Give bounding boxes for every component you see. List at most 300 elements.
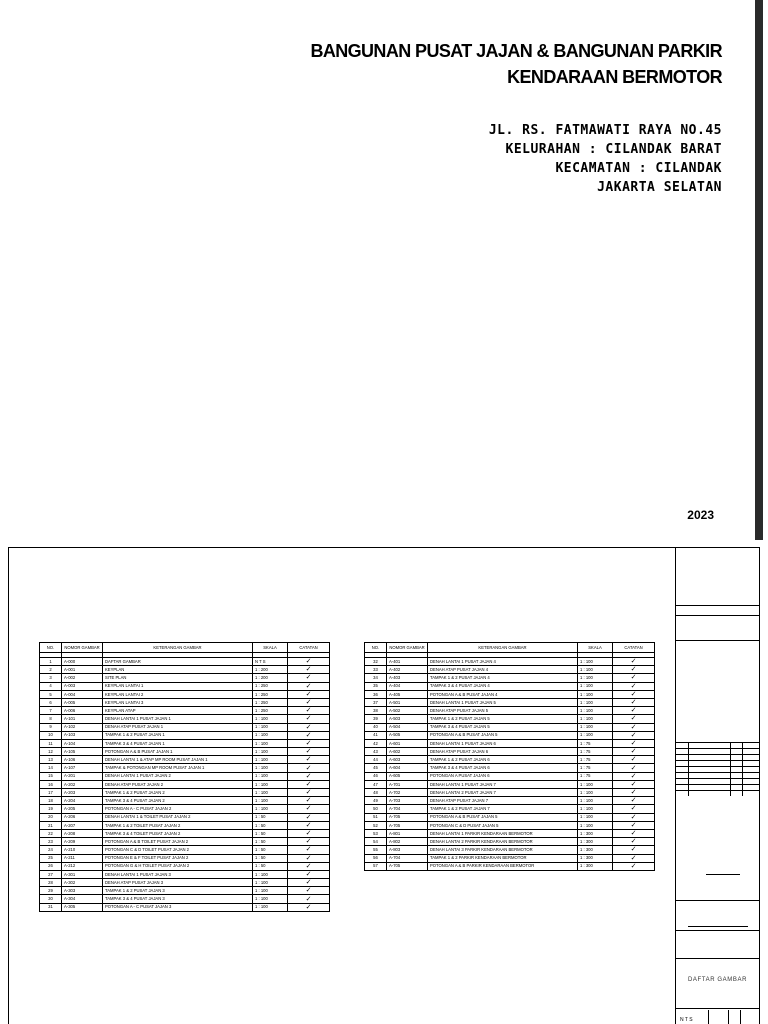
cell-scale: 1 : 100 [578, 658, 613, 666]
cell-no: 40 [365, 723, 387, 731]
cell-drawing-number: A-604 [387, 764, 428, 772]
check-icon: ✓ [288, 658, 330, 666]
check-icon: ✓ [613, 731, 655, 739]
check-icon: ✓ [613, 690, 655, 698]
check-icon: ✓ [613, 698, 655, 706]
cell-no: 47 [365, 780, 387, 788]
table-row [40, 715, 330, 723]
cell-drawing-number: A-003 [62, 682, 103, 690]
check-icon: ✓ [288, 666, 330, 674]
cell-drawing-number: A-504 [387, 723, 428, 731]
cell-no: 46 [365, 772, 387, 780]
cell-scale: 1 : 100 [253, 887, 288, 895]
cell-drawing-number: A-403 [387, 674, 428, 682]
cell-no: 9 [40, 723, 62, 731]
cell-no: 57 [365, 862, 387, 870]
table-row [40, 772, 330, 780]
check-icon: ✓ [288, 731, 330, 739]
cell-drawing-number: A-210 [62, 846, 103, 854]
cell-description: TAMPAK 1 & 2 PUSAT JAJAN 3 [103, 887, 253, 895]
cell-drawing-number: A-102 [62, 723, 103, 731]
cell-drawing-number: A-703 [387, 797, 428, 805]
cell-drawing-number: A-101 [62, 715, 103, 723]
cell-no: 49 [365, 797, 387, 805]
cell-no: 36 [365, 690, 387, 698]
check-icon: ✓ [288, 715, 330, 723]
cell-drawing-number: A-204 [62, 797, 103, 805]
check-icon: ✓ [288, 682, 330, 690]
cell-no: 27 [40, 870, 62, 878]
cell-description: DENAH LANTAI 1 PUSAT JAJAN 3 [103, 870, 253, 878]
cell-description: POTONGAN A - C PUSAT JAJAN 2 [103, 805, 253, 813]
check-icon: ✓ [613, 723, 655, 731]
table-row [40, 862, 330, 870]
cell-scale: 1 : 100 [578, 731, 613, 739]
check-icon: ✓ [288, 829, 330, 837]
page-edge-bar [755, 0, 763, 540]
cell-description: DENAH LANTAI 1 PUSAT JAJAN 6 [428, 739, 578, 747]
check-icon: ✓ [613, 813, 655, 821]
cell-scale: 1 : 300 [578, 862, 613, 870]
cell-drawing-number: A-705 [387, 862, 428, 870]
col-header-code: NOMOR GAMBAR [387, 643, 428, 653]
table-row [40, 903, 330, 911]
table-row [365, 813, 655, 821]
cell-scale: 1 : 100 [578, 690, 613, 698]
cell-no: 52 [365, 821, 387, 829]
cell-scale: 1 : 75 [578, 772, 613, 780]
check-icon: ✓ [288, 739, 330, 747]
cell-scale: 1 : 100 [578, 805, 613, 813]
cell-no: 19 [40, 805, 62, 813]
cell-no: 41 [365, 731, 387, 739]
project-year: 2023 [687, 508, 714, 522]
cell-description: TAMPAK 1 & 2 PUSAT JAJAN 7 [428, 805, 578, 813]
title-block-rule [676, 640, 759, 641]
cell-drawing-number: A-404 [387, 682, 428, 690]
cell-no: 35 [365, 682, 387, 690]
check-icon: ✓ [613, 658, 655, 666]
cell-description: KEYPLAN [103, 666, 253, 674]
cell-drawing-number: A-201 [62, 772, 103, 780]
cell-drawing-number: A-205 [62, 805, 103, 813]
table-row [40, 658, 330, 666]
table-row [365, 846, 655, 854]
check-icon: ✓ [613, 682, 655, 690]
cell-no: 44 [365, 756, 387, 764]
cell-scale: 1 : 75 [578, 748, 613, 756]
check-icon: ✓ [613, 707, 655, 715]
cell-drawing-number: A-107 [62, 764, 103, 772]
table-row [40, 690, 330, 698]
table-row [40, 748, 330, 756]
cell-no: 26 [40, 862, 62, 870]
table-row [40, 723, 330, 731]
cell-drawing-number: A-402 [387, 666, 428, 674]
cell-no: 45 [365, 764, 387, 772]
cell-drawing-number: A-405 [387, 690, 428, 698]
table-row [40, 707, 330, 715]
cell-no: 6 [40, 698, 62, 706]
cell-drawing-number: A-001 [62, 666, 103, 674]
table-row [365, 674, 655, 682]
cell-description: POTONGAN A & B PUSAT JAJAN 1 [103, 748, 253, 756]
cell-description: POTONGAN A & B PARKIR KENDARAAN BERMOTOR [428, 862, 578, 870]
cell-scale: 1 : 75 [578, 739, 613, 747]
title-block-tick [740, 1010, 741, 1024]
check-icon: ✓ [613, 821, 655, 829]
check-icon: ✓ [288, 870, 330, 878]
cell-description: DENAH LANTAI 1 PARKIR KENDARAAN BERMOTOR [428, 829, 578, 837]
table-header-row [40, 643, 330, 653]
cell-description: DENAH ATAP PUSAT JAJAN 7 [428, 797, 578, 805]
table-row [365, 682, 655, 690]
check-icon: ✓ [288, 780, 330, 788]
cell-description: TAMPAK 3 & 4 PUSAT JAJAN 1 [103, 739, 253, 747]
table-row [40, 682, 330, 690]
table-row [40, 829, 330, 837]
revision-grid [676, 742, 759, 796]
cell-scale: 1 : 100 [253, 870, 288, 878]
col-header-no: NO. [365, 643, 387, 653]
table-row [365, 666, 655, 674]
cell-scale: 1 : 250 [253, 682, 288, 690]
table-row [40, 666, 330, 674]
cell-no: 1 [40, 658, 62, 666]
title-block-rule [676, 615, 759, 616]
cell-scale: 1 : 100 [578, 821, 613, 829]
cell-description: POTONGAN E & F TOILET PUSAT JAJAN 2 [103, 854, 253, 862]
check-icon: ✓ [288, 707, 330, 715]
cell-no: 24 [40, 846, 62, 854]
check-icon: ✓ [288, 756, 330, 764]
cell-description: KEYPLAN LANTAI 2 [103, 690, 253, 698]
col-header-note: CATATAN [288, 643, 330, 653]
cell-no: 31 [40, 903, 62, 911]
title-block-rule [676, 958, 759, 959]
table-row [40, 821, 330, 829]
cell-description: TAMPAK 1 & 2 PARKIR KENDARAAN BERMOTOR [428, 854, 578, 862]
check-icon: ✓ [288, 846, 330, 854]
cell-drawing-number: A-704 [387, 805, 428, 813]
cell-description: DENAH LANTAI 2 PUSAT JAJAN 7 [428, 789, 578, 797]
table-row [365, 821, 655, 829]
cell-no: 42 [365, 739, 387, 747]
cell-description: DENAH ATAP PUSAT JAJAN 5 [428, 707, 578, 715]
cell-no: 34 [365, 674, 387, 682]
cell-no: 43 [365, 748, 387, 756]
cell-drawing-number: A-304 [62, 895, 103, 903]
cell-scale: 1 : 250 [253, 707, 288, 715]
check-icon: ✓ [288, 854, 330, 862]
check-icon: ✓ [288, 838, 330, 846]
cell-description: POTONGAN A & B PUSAT JAJAN 4 [428, 690, 578, 698]
check-icon: ✓ [288, 879, 330, 887]
project-title [310, 38, 722, 90]
cell-description: POTONGAN A & B TOILET PUSAT JAJAN 2 [103, 838, 253, 846]
cell-drawing-number: A-801 [387, 829, 428, 837]
cell-scale: 1 : 250 [253, 690, 288, 698]
cell-scale: 1 : 50 [253, 821, 288, 829]
cell-scale: 1 : 50 [253, 846, 288, 854]
cell-scale: 1 : 100 [253, 780, 288, 788]
check-icon: ✓ [613, 789, 655, 797]
cell-drawing-number: A-103 [62, 731, 103, 739]
table-row [40, 797, 330, 805]
cell-no: 29 [40, 887, 62, 895]
address-line-3: KECAMATAN : CILANDAK [555, 161, 722, 176]
cell-no: 15 [40, 772, 62, 780]
cell-description: TAMPAK 1 & 2 PUSAT JAJAN 2 [103, 789, 253, 797]
check-icon: ✓ [613, 862, 655, 870]
cell-scale: 1 : 100 [253, 723, 288, 731]
title-block-tick [728, 1010, 729, 1024]
cell-description: DENAH LANTAI 1 & ATAP MP ROOM PUSAT JAJAN 1 [103, 756, 253, 764]
check-icon: ✓ [288, 813, 330, 821]
cell-description: TAMPAK 3 & 4 PUSAT JAJAN 4 [428, 682, 578, 690]
cell-scale: 1 : 300 [578, 854, 613, 862]
cell-description: POTONGAN A & B PUSAT JAJAN 5 [428, 813, 578, 821]
cell-no: 10 [40, 731, 62, 739]
cell-drawing-number: A-006 [62, 707, 103, 715]
cell-no: 2 [40, 666, 62, 674]
cell-no: 11 [40, 739, 62, 747]
table-row [40, 846, 330, 854]
table-row [365, 854, 655, 862]
address-line-1: JL. RS. FATMAWATI RAYA NO.45 [488, 123, 722, 138]
cell-description: DENAH LANTAI 1 PUSAT JAJAN 4 [428, 658, 578, 666]
cell-drawing-number: A-803 [387, 846, 428, 854]
cell-drawing-number: A-705 [387, 821, 428, 829]
cell-no: 17 [40, 789, 62, 797]
cell-scale: 1 : 250 [253, 698, 288, 706]
table-row [365, 715, 655, 723]
address-line-4: JAKARTA SELATAN [597, 180, 722, 195]
cell-scale: 1 : 100 [578, 698, 613, 706]
table-row [40, 731, 330, 739]
cell-scale: 1 : 200 [253, 674, 288, 682]
cell-no: 20 [40, 813, 62, 821]
cell-drawing-number: A-501 [387, 698, 428, 706]
cell-scale: 1 : 100 [578, 789, 613, 797]
check-icon: ✓ [288, 723, 330, 731]
check-icon: ✓ [613, 846, 655, 854]
table-row [365, 731, 655, 739]
table-row [40, 756, 330, 764]
check-icon: ✓ [288, 690, 330, 698]
cell-scale: 1 : 300 [578, 829, 613, 837]
check-icon: ✓ [288, 887, 330, 895]
cell-no: 51 [365, 813, 387, 821]
cell-description: POTONGAN C & D PUSAT JAJAN 5 [428, 821, 578, 829]
table-row [40, 780, 330, 788]
col-header-desc: KETERANGAN GAMBAR [428, 643, 578, 653]
title-block-rule [676, 900, 759, 901]
cell-description: KEYPLAN LANTAI 3 [103, 698, 253, 706]
cell-scale: 1 : 100 [578, 723, 613, 731]
cell-no: 18 [40, 797, 62, 805]
col-header-note: CATATAN [613, 643, 655, 653]
cell-no: 30 [40, 895, 62, 903]
cell-drawing-number: A-705 [387, 813, 428, 821]
title-block-rule [676, 930, 759, 931]
cell-description: DENAH LANTAI 1 & TOILET PUSAT JAJAN 2 [103, 813, 253, 821]
cell-description: POTONGAN C & D TOILET PUSAT JAJAN 2 [103, 846, 253, 854]
cell-description: POTONGAN A - C PUSAT JAJAN 3 [103, 903, 253, 911]
cell-description: TAMPAK 1 & 2 PUSAT JAJAN 6 [428, 756, 578, 764]
cell-no: 14 [40, 764, 62, 772]
cell-no: 22 [40, 829, 62, 837]
cell-description: DENAH LANTAI 1 PUSAT JAJAN 7 [428, 780, 578, 788]
check-icon: ✓ [613, 764, 655, 772]
check-icon: ✓ [288, 674, 330, 682]
table-row [40, 764, 330, 772]
cell-scale: 1 : 100 [253, 805, 288, 813]
cell-no: 4 [40, 682, 62, 690]
drawing-list-table-left [39, 642, 330, 912]
cell-description: DENAH LANTAI 1 PUSAT JAJAN 5 [428, 698, 578, 706]
check-icon: ✓ [288, 862, 330, 870]
cell-drawing-number: A-802 [387, 838, 428, 846]
cell-scale: 1 : 100 [253, 895, 288, 903]
table-header-row [365, 643, 655, 653]
cell-scale: 1 : 50 [253, 854, 288, 862]
nts-label: N T S [680, 1017, 693, 1023]
cell-drawing-number: A-505 [387, 731, 428, 739]
check-icon: ✓ [288, 805, 330, 813]
cell-no: 8 [40, 715, 62, 723]
cell-drawing-number: A-203 [62, 789, 103, 797]
table-row [365, 805, 655, 813]
cell-scale: 1 : 100 [253, 731, 288, 739]
check-icon: ✓ [613, 739, 655, 747]
table-row [40, 879, 330, 887]
table-row [40, 739, 330, 747]
table-row [365, 862, 655, 870]
cell-description: KEYPLAN LANTAI 1 [103, 682, 253, 690]
table-row [40, 895, 330, 903]
check-icon: ✓ [613, 715, 655, 723]
cell-drawing-number: A-503 [387, 715, 428, 723]
cell-drawing-number: A-209 [62, 838, 103, 846]
check-icon: ✓ [288, 895, 330, 903]
cell-no: 37 [365, 698, 387, 706]
table-row [365, 789, 655, 797]
cell-no: 16 [40, 780, 62, 788]
table-row [365, 698, 655, 706]
cell-scale: 1 : 75 [578, 764, 613, 772]
cell-drawing-number: A-105 [62, 748, 103, 756]
check-icon: ✓ [613, 805, 655, 813]
cell-scale: 1 : 100 [253, 756, 288, 764]
check-icon: ✓ [613, 838, 655, 846]
table-row [365, 829, 655, 837]
cell-description: KEYPLAN ATAP [103, 707, 253, 715]
cell-scale: 1 : 100 [578, 715, 613, 723]
check-icon: ✓ [613, 666, 655, 674]
cell-no: 56 [365, 854, 387, 862]
check-icon: ✓ [613, 674, 655, 682]
cell-drawing-number: A-502 [387, 707, 428, 715]
cell-description: DENAH LANTAI 1 PUSAT JAJAN 2 [103, 772, 253, 780]
cell-description: SITE PLAN [103, 674, 253, 682]
check-icon: ✓ [288, 764, 330, 772]
cell-drawing-number: A-000 [62, 658, 103, 666]
col-header-scale: SKALA [253, 643, 288, 653]
cell-no: 53 [365, 829, 387, 837]
cell-no: 25 [40, 854, 62, 862]
cell-description: TAMPAK & POTONGAN MP ROOM PUSAT JAJAN 1 [103, 764, 253, 772]
address-line-2: KELURAHAN : CILANDAK BARAT [505, 142, 722, 157]
table-row [365, 739, 655, 747]
cell-scale: 1 : 100 [578, 666, 613, 674]
signature-line [706, 874, 740, 875]
table-row [40, 838, 330, 846]
cell-description: DENAH ATAP PUSAT JAJAN 2 [103, 780, 253, 788]
cell-description: POTONGAN A PUSAT JAJAN 6 [428, 772, 578, 780]
check-icon: ✓ [288, 903, 330, 911]
sheet-label: DAFTAR GAMBAR [687, 977, 748, 983]
check-icon: ✓ [613, 797, 655, 805]
table-row [40, 813, 330, 821]
cell-description: TAMPAK 3 & 4 PUSAT JAJAN 5 [428, 723, 578, 731]
cell-description: POTONGAN G & H TOILET PUSAT JAJAN 2 [103, 862, 253, 870]
cell-scale: N T S [253, 658, 288, 666]
cell-drawing-number: A-701 [387, 780, 428, 788]
table-row [365, 838, 655, 846]
cell-description: TAMPAK 3 & 4 TOILET PUSAT JAJAN 2 [103, 829, 253, 837]
col-header-code: NOMOR GAMBAR [62, 643, 103, 653]
cell-scale: 1 : 100 [253, 797, 288, 805]
cell-scale: 1 : 100 [578, 707, 613, 715]
cell-drawing-number: A-206 [62, 813, 103, 821]
cell-drawing-number: A-002 [62, 674, 103, 682]
cell-scale: 1 : 100 [578, 674, 613, 682]
cell-scale: 1 : 75 [578, 756, 613, 764]
table-row [40, 854, 330, 862]
cell-description: TAMPAK 3 & 4 PUSAT JAJAN 3 [103, 895, 253, 903]
check-icon: ✓ [288, 821, 330, 829]
cell-drawing-number: A-207 [62, 821, 103, 829]
cell-no: 38 [365, 707, 387, 715]
cell-scale: 1 : 50 [253, 838, 288, 846]
cell-description: DENAH LANTAI 1 PUSAT JAJAN 1 [103, 715, 253, 723]
cell-no: 3 [40, 674, 62, 682]
cell-scale: 1 : 100 [578, 813, 613, 821]
cell-no: 13 [40, 756, 62, 764]
check-icon: ✓ [613, 756, 655, 764]
cell-no: 28 [40, 879, 62, 887]
cell-description: TAMPAK 1 & 2 PUSAT JAJAN 4 [428, 674, 578, 682]
table-row [365, 756, 655, 764]
cell-drawing-number: A-106 [62, 756, 103, 764]
cell-drawing-number: A-601 [387, 739, 428, 747]
cell-no: 23 [40, 838, 62, 846]
table-row [365, 707, 655, 715]
cell-scale: 1 : 100 [253, 903, 288, 911]
cell-drawing-number: A-302 [62, 879, 103, 887]
table-row [365, 690, 655, 698]
cell-drawing-number: A-202 [62, 780, 103, 788]
col-header-desc: KETERANGAN GAMBAR [103, 643, 253, 653]
project-address [489, 121, 722, 197]
cell-no: 50 [365, 805, 387, 813]
check-icon: ✓ [613, 780, 655, 788]
check-icon: ✓ [613, 772, 655, 780]
col-header-scale: SKALA [578, 643, 613, 653]
cell-no: 54 [365, 838, 387, 846]
table-row [365, 764, 655, 772]
